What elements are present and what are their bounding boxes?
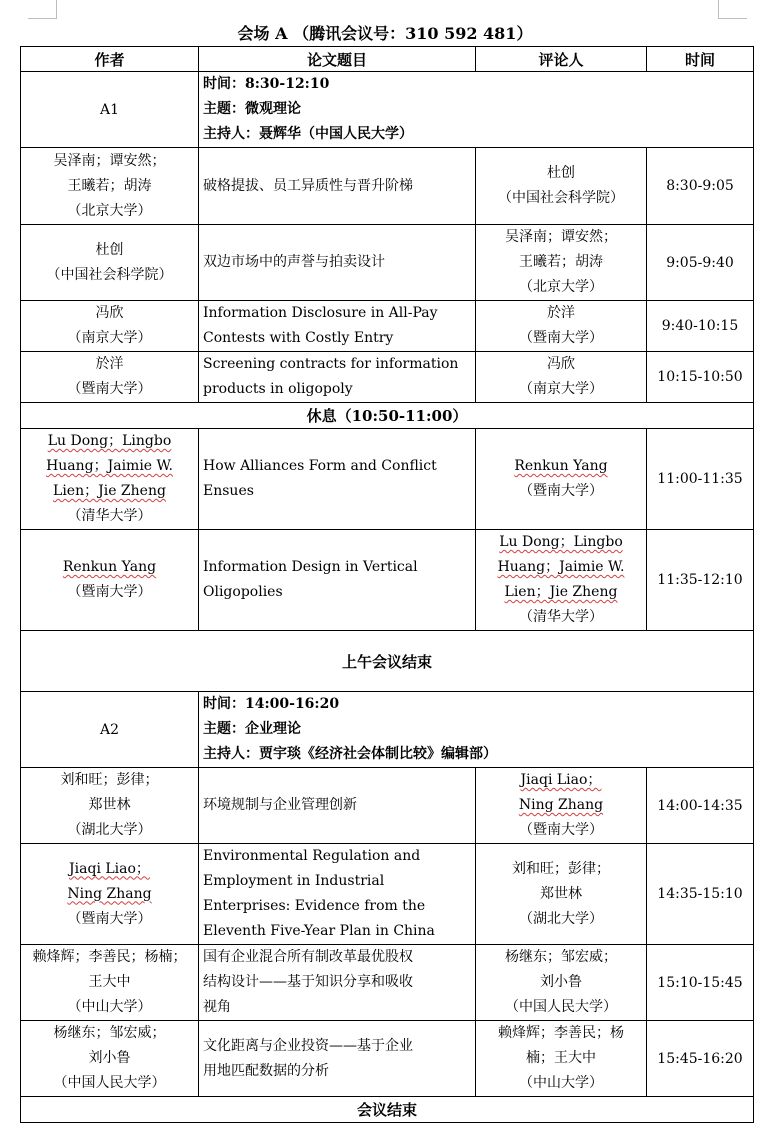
author-cell — [21, 530, 199, 631]
paper-title-cell — [199, 352, 476, 403]
paper-title-cell — [199, 148, 476, 225]
table-row — [21, 352, 754, 403]
discussant-line: （暨南大学） — [519, 330, 603, 346]
discussant-line: （中国社会科学院） — [498, 190, 624, 206]
discussant-cell — [476, 225, 647, 301]
paper-title-cell — [199, 844, 476, 945]
discussant-line: （北京大学） — [519, 279, 603, 295]
table-row — [21, 429, 754, 530]
paper-title-line: 国有企业混合所有制改革最优股权 — [203, 949, 413, 965]
time-cell: 11:35-12:10 — [647, 530, 754, 631]
discussant-line: 刘和旺；彭律； — [512, 860, 610, 877]
author-cell — [21, 225, 199, 301]
discussant-line: （中国人民大学） — [505, 999, 617, 1015]
author-cell — [21, 768, 199, 844]
author-cell — [21, 352, 199, 403]
session-time: 时间：8:30-12:10 — [203, 76, 330, 92]
page-corner-mark — [28, 0, 57, 19]
paper-title-line: Oligopolies — [203, 584, 283, 600]
author-line: Huang；Jaimie W. — [46, 458, 173, 474]
author-line: 冯欣 — [95, 305, 124, 321]
discussant-line: （中山大学） — [519, 1075, 603, 1091]
paper-title-line: Information Disclosure in All-Pay — [203, 305, 438, 321]
conference-end-row — [21, 1097, 754, 1123]
author-line: （暨南大学） — [67, 381, 152, 397]
time-cell: 15:10-15:45 — [647, 945, 754, 1021]
discussant-cell — [476, 148, 647, 225]
author-line: 郑世林 — [88, 797, 131, 813]
table-row — [21, 148, 754, 225]
discussant-line: Ning Zhang — [518, 797, 604, 813]
paper-title-line: 环境规制与企业管理创新 — [203, 797, 357, 813]
author-line: （南京大学） — [67, 330, 152, 346]
discussant-line: 杜创 — [547, 165, 575, 181]
table-row — [21, 945, 754, 1021]
discussant-line: （湖北大学） — [519, 910, 603, 927]
author-line: Lien；Jie Zheng — [53, 483, 166, 499]
conference-end-label: 会议结束 — [21, 1097, 754, 1123]
table-header-row — [21, 47, 754, 72]
table-row — [21, 301, 754, 352]
discussant-cell — [476, 844, 647, 945]
paper-title-cell — [199, 1021, 476, 1097]
discussant-cell — [476, 301, 647, 352]
author-line: 杨继东；邹宏威； — [53, 1025, 166, 1041]
header-discussant: 评论人 — [476, 47, 647, 72]
paper-title-line: 双边市场中的声誉与拍卖设计 — [203, 254, 385, 270]
paper-title-line: Ensues — [203, 483, 254, 499]
header-paper-title: 论文题目 — [199, 47, 476, 72]
author-line: （湖北大学） — [67, 822, 152, 838]
paper-title-cell — [199, 429, 476, 530]
discussant-line: 王曦若；胡涛 — [519, 254, 603, 270]
time-cell: 14:00-14:35 — [647, 768, 754, 844]
paper-title-line: Screening contracts for information — [203, 356, 459, 372]
discussant-cell — [476, 768, 647, 844]
session-host: 主持人：贾宇琰《经济社会体制比较》编辑部） — [203, 746, 497, 762]
author-line: 王曦若；胡涛 — [67, 177, 152, 194]
paper-title-line: Contests with Costly Entry — [203, 330, 394, 346]
author-line: Renkun Yang — [62, 559, 157, 575]
table-row — [21, 530, 754, 631]
time-cell: 9:40-10:15 — [647, 301, 754, 352]
time-cell: 14:35-15:10 — [647, 844, 754, 945]
break-label: 休息（10:50-11:00） — [21, 403, 754, 429]
discussant-cell — [476, 530, 647, 631]
author-line: 於洋 — [95, 356, 124, 372]
paper-title-line: Environmental Regulation and — [203, 848, 421, 864]
paper-title-line: 视角 — [203, 999, 231, 1015]
discussant-line: 冯欣 — [547, 356, 575, 372]
paper-title-line: 结构设计——基于知识分享和吸收 — [203, 974, 413, 990]
session-info — [199, 72, 754, 148]
discussant-line: （暨南大学） — [519, 822, 603, 838]
discussant-cell — [476, 1021, 647, 1097]
paper-title-line: Eleventh Five-Year Plan in China — [203, 923, 435, 939]
morning-end-label: 上午会议结束 — [21, 631, 754, 692]
session-row — [21, 692, 754, 768]
author-line: （清华大学） — [67, 508, 152, 524]
author-line: Lu Dong；Lingbo — [47, 433, 172, 449]
author-line: 赖烽辉；李善民；杨楠； — [32, 949, 187, 965]
author-line: （中山大学） — [67, 999, 152, 1015]
discussant-cell — [476, 945, 647, 1021]
author-line: （暨南大学） — [67, 910, 152, 927]
break-row — [21, 403, 754, 429]
author-cell — [21, 429, 199, 530]
discussant-line: 郑世林 — [540, 885, 582, 902]
paper-title-line: 破格提拔、员工异质性与晋升阶梯 — [203, 177, 413, 194]
time-cell: 15:45-16:20 — [647, 1021, 754, 1097]
schedule-table — [20, 46, 754, 1123]
discussant-line: 杨继东；邹宏威； — [505, 949, 617, 965]
author-line: Ning Zhang — [67, 885, 152, 902]
discussant-line: Lien；Jie Zheng — [504, 584, 618, 600]
header-author: 作者 — [21, 47, 199, 72]
author-cell — [21, 1021, 199, 1097]
paper-title-line: Enterprises: Evidence from the — [203, 898, 426, 914]
discussant-cell — [476, 429, 647, 530]
time-cell: 9:05-9:40 — [647, 225, 754, 301]
header-time: 时间 — [647, 47, 754, 72]
session-row — [21, 72, 754, 148]
paper-title-line: 用地匹配数据的分析 — [203, 1062, 329, 1079]
session-code: A2 — [21, 692, 199, 768]
discussant-line: （清华大学） — [519, 609, 603, 625]
table-row — [21, 1021, 754, 1097]
page-title: 会场 A （腾讯会议号：310 592 481） — [237, 24, 533, 43]
table-row — [21, 768, 754, 844]
author-cell — [21, 148, 199, 225]
author-line: 杜创 — [95, 241, 124, 258]
paper-title-cell — [199, 945, 476, 1021]
session-theme: 主题：微观理论 — [203, 101, 301, 117]
paper-title-cell — [199, 530, 476, 631]
paper-title-line: How Alliances Form and Conflict — [203, 458, 437, 474]
session-host: 主持人：聂辉华（中国人民大学） — [203, 126, 413, 142]
author-line: Jiaqi Liao； — [69, 860, 150, 877]
session-time: 时间：14:00-16:20 — [203, 696, 340, 712]
author-cell — [21, 945, 199, 1021]
author-line: 王大中 — [88, 974, 131, 990]
discussant-line: （南京大学） — [519, 381, 603, 397]
discussant-line: 於洋 — [547, 305, 575, 321]
discussant-line: Renkun Yang — [514, 458, 608, 474]
discussant-line: Huang；Jaimie W. — [497, 559, 625, 575]
session-theme: 主题：企业理论 — [203, 721, 301, 737]
discussant-line: 刘小鲁 — [540, 974, 582, 990]
discussant-line: 吴泽南；谭安然； — [505, 229, 617, 245]
author-cell — [21, 301, 199, 352]
paper-title-line: products in oligopoly — [203, 381, 353, 397]
page-corner-mark — [718, 0, 747, 19]
discussant-line: 赖烽辉；李善民；杨 — [498, 1025, 624, 1041]
paper-title-line: Employment in Industrial — [203, 873, 385, 889]
time-cell: 11:00-11:35 — [647, 429, 754, 530]
author-line: 刘小鲁 — [88, 1050, 131, 1066]
discussant-line: Jiaqi Liao； — [520, 772, 602, 788]
author-line: （中国人民大学） — [53, 1075, 166, 1091]
discussant-cell — [476, 352, 647, 403]
discussant-line: （暨南大学） — [519, 483, 603, 499]
session-code: A1 — [21, 72, 199, 148]
session-info — [199, 692, 754, 768]
morning-end-row — [21, 631, 754, 692]
author-line: （暨南大学） — [67, 584, 152, 600]
author-line: 刘和旺；彭律； — [60, 772, 159, 788]
paper-title-cell — [199, 225, 476, 301]
table-row — [21, 225, 754, 301]
author-line: （中国社会科学院） — [46, 266, 173, 283]
author-line: （北京大学） — [67, 202, 152, 219]
time-cell: 8:30-9:05 — [647, 148, 754, 225]
discussant-line: 楠；王大中 — [526, 1050, 596, 1066]
author-line: 吴泽南；谭安然； — [53, 152, 166, 169]
table-row — [21, 844, 754, 945]
paper-title-cell — [199, 768, 476, 844]
paper-title-cell — [199, 301, 476, 352]
paper-title-line: 文化距离与企业投资——基于企业 — [203, 1037, 413, 1054]
paper-title-line: Information Design in Vertical — [203, 559, 418, 575]
time-cell: 10:15-10:50 — [647, 352, 754, 403]
author-cell — [21, 844, 199, 945]
discussant-line: Lu Dong；Lingbo — [499, 534, 623, 550]
